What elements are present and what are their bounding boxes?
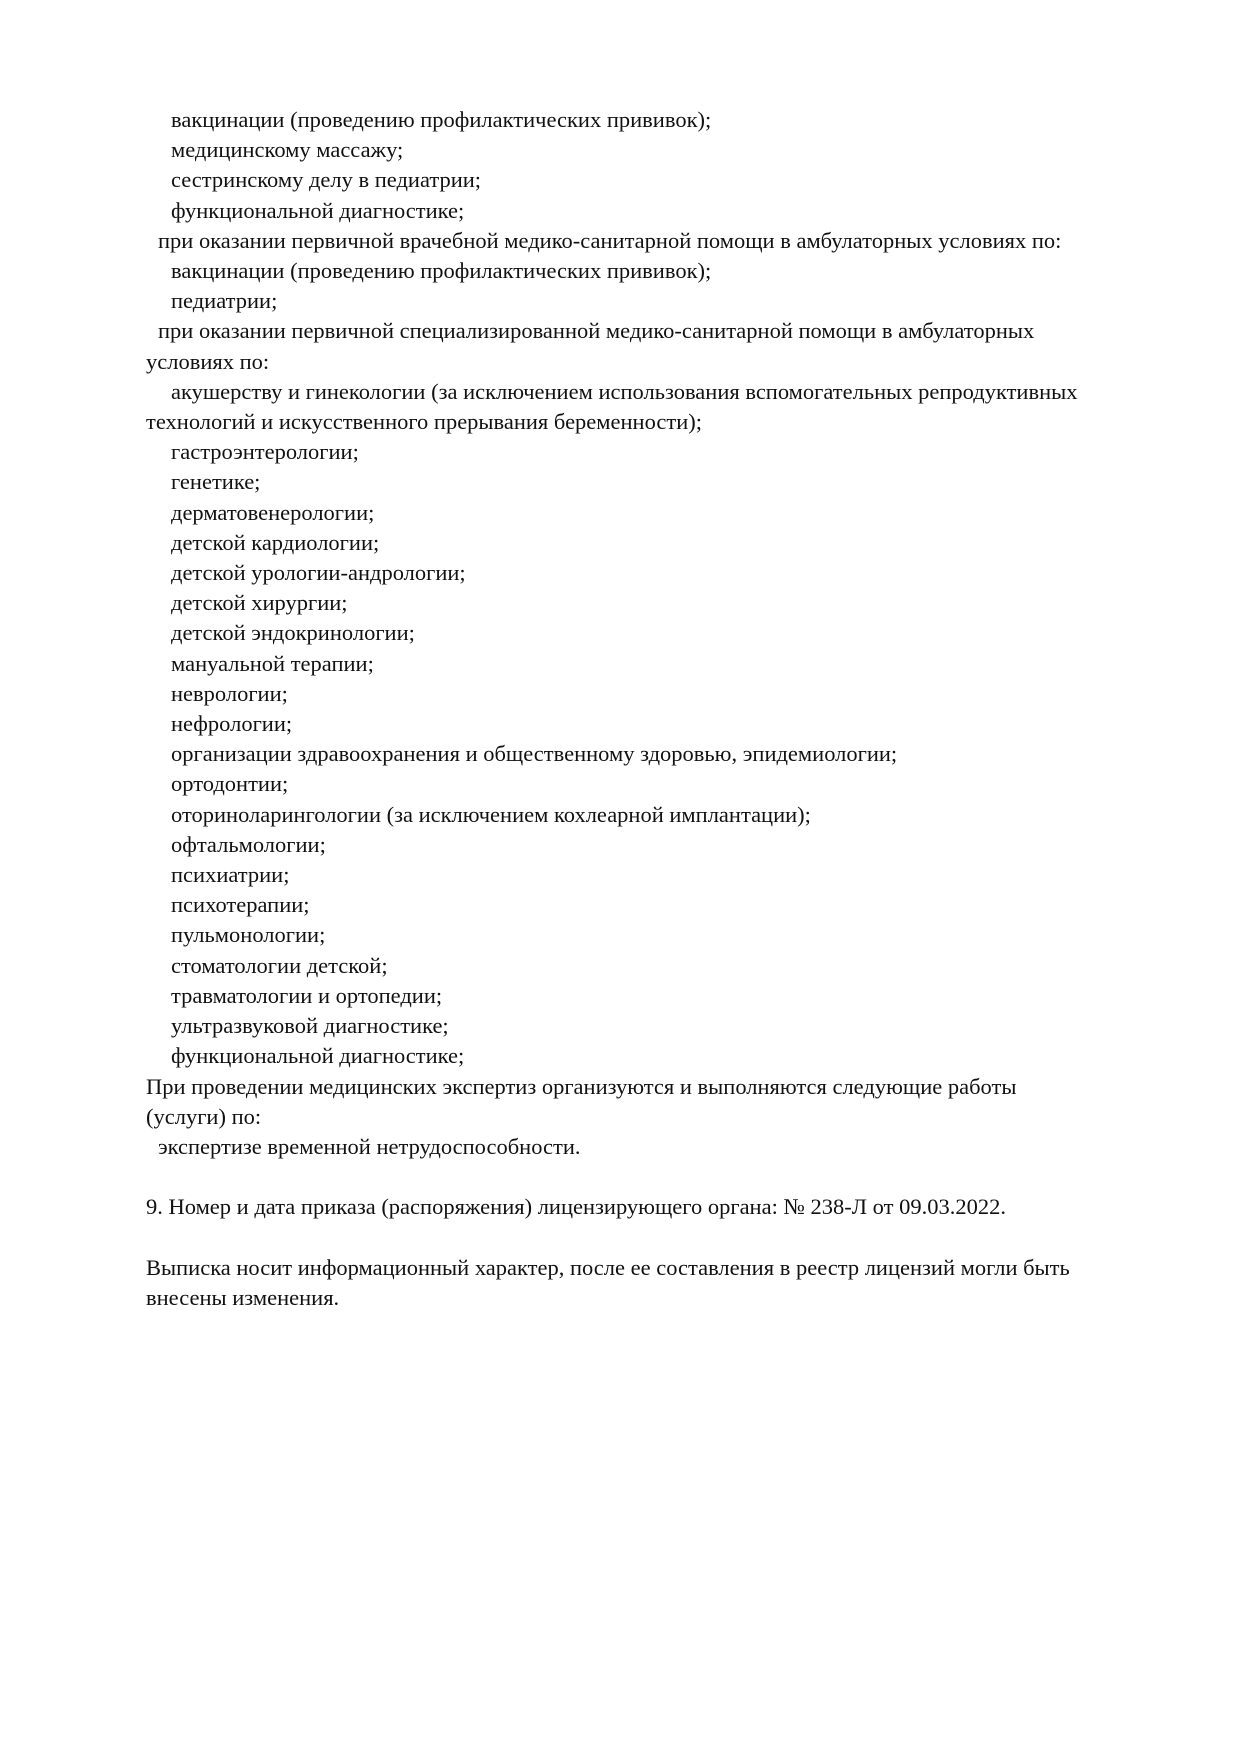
list-item: гастроэнтерологии; [171,439,359,465]
list-item: вакцинации (проведению профилактических прививок); [171,107,712,132]
list-item: дерматовенерологии; [171,499,375,525]
list-item: экспертизе временной нетрудоспособности. [158,1133,581,1159]
list-item: детской эндокринологии; [171,620,415,646]
list-item-continuation: технологий и искусственного прерывания беременности); [146,409,703,435]
list-item: оториноларингологии (за исключением кохлеарной имплантации); [171,801,811,827]
list-item: пульмонологии; [171,922,326,948]
list-item: травматологии и ортопедии; [171,982,443,1008]
list-item: вакцинации (проведению профилактических прививок); [171,258,712,284]
note-line: Выписка носит информационный характер, после ее составления в реестр лицензий могли быть [146,1254,1070,1280]
list-item: функциональной диагностике; [171,1043,465,1069]
list-item: психотерапии; [171,892,310,918]
list-item: медицинскому массажу; [171,137,404,163]
order-number-line: 9. Номер и дата приказа (распоряжения) лицензирующего органа: № 238-Л от 09.03.2022. [146,1194,1006,1220]
list-item: мануальной терапии; [171,650,374,676]
list-item: детской кардиологии; [171,529,380,555]
list-item: педиатрии; [171,288,278,314]
paragraph-gap [146,1162,1176,1192]
list-item: генетике; [171,469,261,495]
section-heading-continuation: (услуги) по: [146,1103,262,1129]
list-item: акушерству и гинекологии (за исключением использования вспомогательных репродуктивных [171,378,1078,404]
list-item: стоматологии детской; [171,952,388,978]
list-item: сестринскому делу в педиатрии; [171,167,482,193]
list-item: ортодонтии; [171,771,289,797]
section-heading: При проведении медицинских экспертиз организуются и выполняются следующие работы [146,1073,1017,1099]
section-heading: при оказании первичной специализированной медико-санитарной помощи в амбулаторных [158,318,1035,344]
note-line: внесены изменения. [146,1284,340,1310]
document-body [146,105,1176,1313]
list-item: ультразвуковой диагностике; [171,1013,449,1039]
paragraph-gap [146,1223,1176,1253]
list-item: детской хирургии; [171,590,348,616]
list-item: психиатрии; [171,862,290,888]
list-item: организации здравоохранения и общественному здоровью, эпидемиологии; [171,741,898,767]
section-heading-continuation: условиях по: [146,348,270,374]
list-item: детской урологии-андрологии; [171,560,466,586]
list-item: функциональной диагностике; [171,197,465,223]
list-item: нефрологии; [171,711,293,737]
list-item: офтальмологии; [171,831,326,857]
section-heading: при оказании первичной врачебной медико-санитарной помощи в амбулаторных условиях по: [158,227,1062,253]
list-item: неврологии; [171,680,288,706]
